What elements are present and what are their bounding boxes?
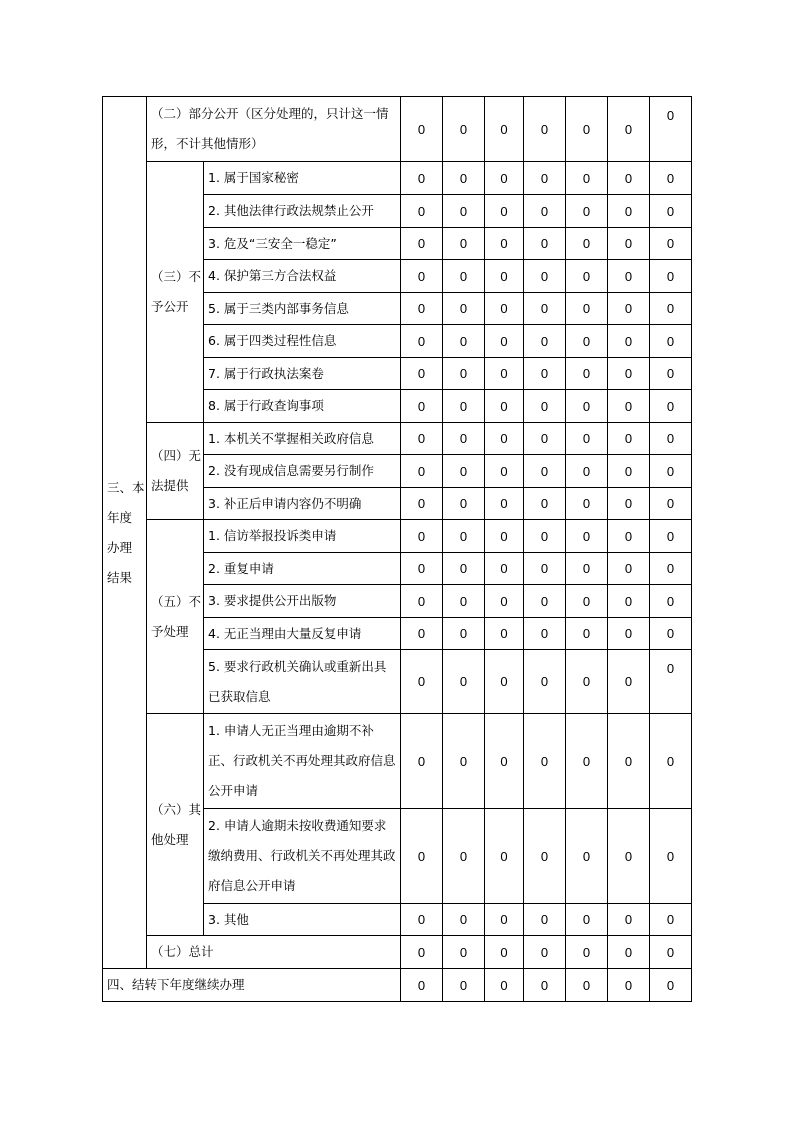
value-cell: 0 — [608, 488, 650, 520]
value-cell: 0 — [566, 585, 608, 618]
row-label: 3. 补正后申请内容仍不明确 — [204, 488, 401, 520]
section-title-line: 年度 — [107, 509, 133, 525]
value-cell: 0 — [566, 650, 608, 714]
value-cell: 0 — [650, 585, 692, 618]
value-cell: 0 — [401, 260, 443, 293]
value-cell: 0 — [401, 969, 443, 1002]
section-title-line: 结果 — [107, 569, 133, 585]
value-cell: 0 — [650, 936, 692, 969]
row-label: 5. 属于三类内部事务信息 — [204, 293, 401, 325]
value-cell: 0 — [524, 520, 566, 553]
row-label: （二）部分公开（区分处理的，只计这一情形，不计其他情形） — [147, 97, 401, 162]
group-cell: （六）其他处理 — [147, 714, 204, 936]
value-cell: 0 — [566, 618, 608, 650]
value-cell: 0 — [566, 455, 608, 488]
value-cell: 0 — [443, 904, 485, 936]
value-cell: 0 — [485, 936, 524, 969]
value-cell: 0 — [650, 520, 692, 553]
value-cell: 0 — [650, 162, 692, 195]
table-row — [103, 520, 692, 553]
value-cell: 0 — [608, 969, 650, 1002]
value-cell: 0 — [485, 714, 524, 809]
value-cell: 0 — [566, 195, 608, 228]
value-cell: 0 — [650, 195, 692, 228]
row-label: 1. 属于国家秘密 — [204, 162, 401, 195]
value-cell: 0 — [485, 293, 524, 325]
value-cell: 0 — [485, 195, 524, 228]
value-cell: 0 — [566, 520, 608, 553]
value-cell: 0 — [443, 809, 485, 904]
value-cell: 0 — [524, 936, 566, 969]
value-cell: 0 — [524, 390, 566, 423]
row-label: 3. 其他 — [204, 904, 401, 936]
value-cell: 0 — [485, 390, 524, 423]
value-cell: 0 — [443, 228, 485, 260]
value-cell: 0 — [650, 969, 692, 1002]
value-cell: 0 — [566, 390, 608, 423]
value-cell: 0 — [485, 97, 524, 162]
value-cell: 0 — [443, 390, 485, 423]
value-cell: 0 — [401, 904, 443, 936]
value-cell: 0 — [485, 162, 524, 195]
value-cell: 0 — [485, 969, 524, 1002]
value-cell: 0 — [608, 97, 650, 162]
value-cell: 0 — [524, 195, 566, 228]
value-cell: 0 — [524, 228, 566, 260]
value-cell: 0 — [401, 650, 443, 714]
value-cell: 0 — [443, 585, 485, 618]
value-cell: 0 — [650, 455, 692, 488]
value-cell: 0 — [650, 650, 692, 714]
group-cell: （四）无法提供 — [147, 423, 204, 520]
value-cell: 0 — [524, 293, 566, 325]
value-cell: 0 — [566, 809, 608, 904]
value-cell: 0 — [443, 423, 485, 455]
value-cell: 0 — [524, 714, 566, 809]
value-cell: 0 — [650, 260, 692, 293]
value-cell: 0 — [485, 260, 524, 293]
value-cell: 0 — [401, 293, 443, 325]
group-cell: （五）不予处理 — [147, 520, 204, 714]
value-cell: 0 — [524, 904, 566, 936]
value-cell: 0 — [401, 325, 443, 358]
table-row — [103, 162, 692, 195]
row-label: 2. 重复申请 — [204, 553, 401, 585]
value-cell: 0 — [566, 260, 608, 293]
value-cell: 0 — [401, 553, 443, 585]
value-cell: 0 — [401, 714, 443, 809]
value-cell: 0 — [566, 162, 608, 195]
value-cell: 0 — [443, 358, 485, 390]
value-cell: 0 — [608, 293, 650, 325]
value-cell: 0 — [566, 553, 608, 585]
value-cell: 0 — [650, 97, 692, 162]
value-cell: 0 — [485, 585, 524, 618]
value-cell: 0 — [401, 358, 443, 390]
value-cell: 0 — [608, 390, 650, 423]
value-cell: 0 — [401, 97, 443, 162]
value-cell: 0 — [524, 618, 566, 650]
value-cell: 0 — [485, 455, 524, 488]
value-cell: 0 — [608, 325, 650, 358]
value-cell: 0 — [524, 325, 566, 358]
value-cell: 0 — [485, 520, 524, 553]
value-cell: 0 — [443, 969, 485, 1002]
row-label: 3. 危及“三安全一稳定” — [204, 228, 401, 260]
value-cell: 0 — [566, 714, 608, 809]
value-cell: 0 — [608, 936, 650, 969]
value-cell: 0 — [608, 585, 650, 618]
table-row — [103, 969, 692, 1002]
row-label: 1. 信访举报投诉类申请 — [204, 520, 401, 553]
value-cell: 0 — [524, 585, 566, 618]
value-cell: 0 — [443, 650, 485, 714]
row-label: 1. 本机关不掌握相关政府信息 — [204, 423, 401, 455]
value-cell: 0 — [443, 195, 485, 228]
value-cell: 0 — [524, 488, 566, 520]
value-cell: 0 — [608, 904, 650, 936]
value-cell: 0 — [566, 325, 608, 358]
value-cell: 0 — [443, 520, 485, 553]
value-cell: 0 — [524, 650, 566, 714]
row-label: 1. 申请人无正当理由逾期不补正、行政机关不再处理其政府信息公开申请 — [204, 714, 401, 809]
row-label: 2. 其他法律行政法规禁止公开 — [204, 195, 401, 228]
table-row — [103, 423, 692, 455]
row-label: 4. 保护第三方合法权益 — [204, 260, 401, 293]
value-cell: 0 — [443, 162, 485, 195]
table-row — [103, 936, 692, 969]
value-cell: 0 — [650, 228, 692, 260]
value-cell: 0 — [401, 618, 443, 650]
value-cell: 0 — [650, 390, 692, 423]
value-cell: 0 — [401, 228, 443, 260]
row-label: 5. 要求行政机关确认或重新出具已获取信息 — [204, 650, 401, 714]
value-cell: 0 — [566, 228, 608, 260]
value-cell: 0 — [401, 390, 443, 423]
value-cell: 0 — [608, 423, 650, 455]
row-label: 2. 申请人逾期未按收费通知要求缴纳费用、行政机关不再处理其政府信息公开申请 — [204, 809, 401, 904]
value-cell: 0 — [650, 293, 692, 325]
row-label: 四、结转下年度继续办理 — [103, 969, 401, 1002]
value-cell: 0 — [608, 358, 650, 390]
section-cell — [103, 97, 147, 969]
value-cell: 0 — [524, 97, 566, 162]
value-cell: 0 — [608, 228, 650, 260]
value-cell: 0 — [650, 618, 692, 650]
value-cell: 0 — [524, 455, 566, 488]
value-cell: 0 — [608, 618, 650, 650]
value-cell: 0 — [650, 325, 692, 358]
value-cell: 0 — [524, 553, 566, 585]
value-cell: 0 — [443, 936, 485, 969]
value-cell: 0 — [608, 650, 650, 714]
value-cell: 0 — [566, 969, 608, 1002]
results-table — [102, 96, 692, 1002]
value-cell: 0 — [485, 423, 524, 455]
value-cell: 0 — [401, 585, 443, 618]
value-cell: 0 — [566, 293, 608, 325]
value-cell: 0 — [566, 423, 608, 455]
value-cell: 0 — [443, 97, 485, 162]
table-row — [103, 97, 692, 162]
value-cell: 0 — [485, 228, 524, 260]
value-cell: 0 — [524, 423, 566, 455]
value-cell: 0 — [608, 260, 650, 293]
value-cell: 0 — [608, 809, 650, 904]
value-cell: 0 — [608, 714, 650, 809]
value-cell: 0 — [443, 714, 485, 809]
value-cell: 0 — [443, 293, 485, 325]
value-cell: 0 — [401, 423, 443, 455]
value-cell: 0 — [566, 936, 608, 969]
value-cell: 0 — [443, 325, 485, 358]
value-cell: 0 — [650, 809, 692, 904]
value-cell: 0 — [566, 97, 608, 162]
value-cell: 0 — [401, 520, 443, 553]
value-cell: 0 — [608, 553, 650, 585]
value-cell: 0 — [608, 455, 650, 488]
value-cell: 0 — [566, 358, 608, 390]
value-cell: 0 — [650, 358, 692, 390]
value-cell: 0 — [566, 488, 608, 520]
value-cell: 0 — [485, 650, 524, 714]
row-label: 8. 属于行政查询事项 — [204, 390, 401, 423]
value-cell: 0 — [485, 488, 524, 520]
value-cell: 0 — [608, 195, 650, 228]
group-cell: （三）不予公开 — [147, 162, 204, 423]
value-cell: 0 — [443, 618, 485, 650]
row-label: 2. 没有现成信息需要另行制作 — [204, 455, 401, 488]
value-cell: 0 — [650, 714, 692, 809]
value-cell: 0 — [401, 195, 443, 228]
row-label: 7. 属于行政执法案卷 — [204, 358, 401, 390]
value-cell: 0 — [524, 260, 566, 293]
value-cell: 0 — [401, 809, 443, 904]
section-title-line: 三、本 — [107, 479, 145, 495]
value-cell: 0 — [485, 618, 524, 650]
value-cell: 0 — [443, 553, 485, 585]
value-cell: 0 — [401, 162, 443, 195]
value-cell: 0 — [401, 936, 443, 969]
value-cell: 0 — [485, 553, 524, 585]
value-cell: 0 — [401, 488, 443, 520]
value-cell: 0 — [524, 809, 566, 904]
row-label: 6. 属于四类过程性信息 — [204, 325, 401, 358]
value-cell: 0 — [650, 553, 692, 585]
value-cell: 0 — [485, 358, 524, 390]
table-row — [103, 714, 692, 809]
value-cell: 0 — [524, 358, 566, 390]
value-cell: 0 — [650, 488, 692, 520]
value-cell: 0 — [485, 809, 524, 904]
value-cell: 0 — [443, 260, 485, 293]
value-cell: 0 — [524, 162, 566, 195]
value-cell: 0 — [524, 969, 566, 1002]
value-cell: 0 — [443, 488, 485, 520]
row-label: 3. 要求提供公开出版物 — [204, 585, 401, 618]
value-cell: 0 — [650, 423, 692, 455]
value-cell: 0 — [443, 455, 485, 488]
value-cell: 0 — [608, 520, 650, 553]
value-cell: 0 — [650, 904, 692, 936]
row-label: 4. 无正当理由大量反复申请 — [204, 618, 401, 650]
value-cell: 0 — [566, 904, 608, 936]
value-cell: 0 — [401, 455, 443, 488]
section-title-line: 办理 — [107, 539, 133, 555]
row-label: （七）总计 — [147, 936, 401, 969]
value-cell: 0 — [485, 904, 524, 936]
value-cell: 0 — [608, 162, 650, 195]
value-cell: 0 — [485, 325, 524, 358]
